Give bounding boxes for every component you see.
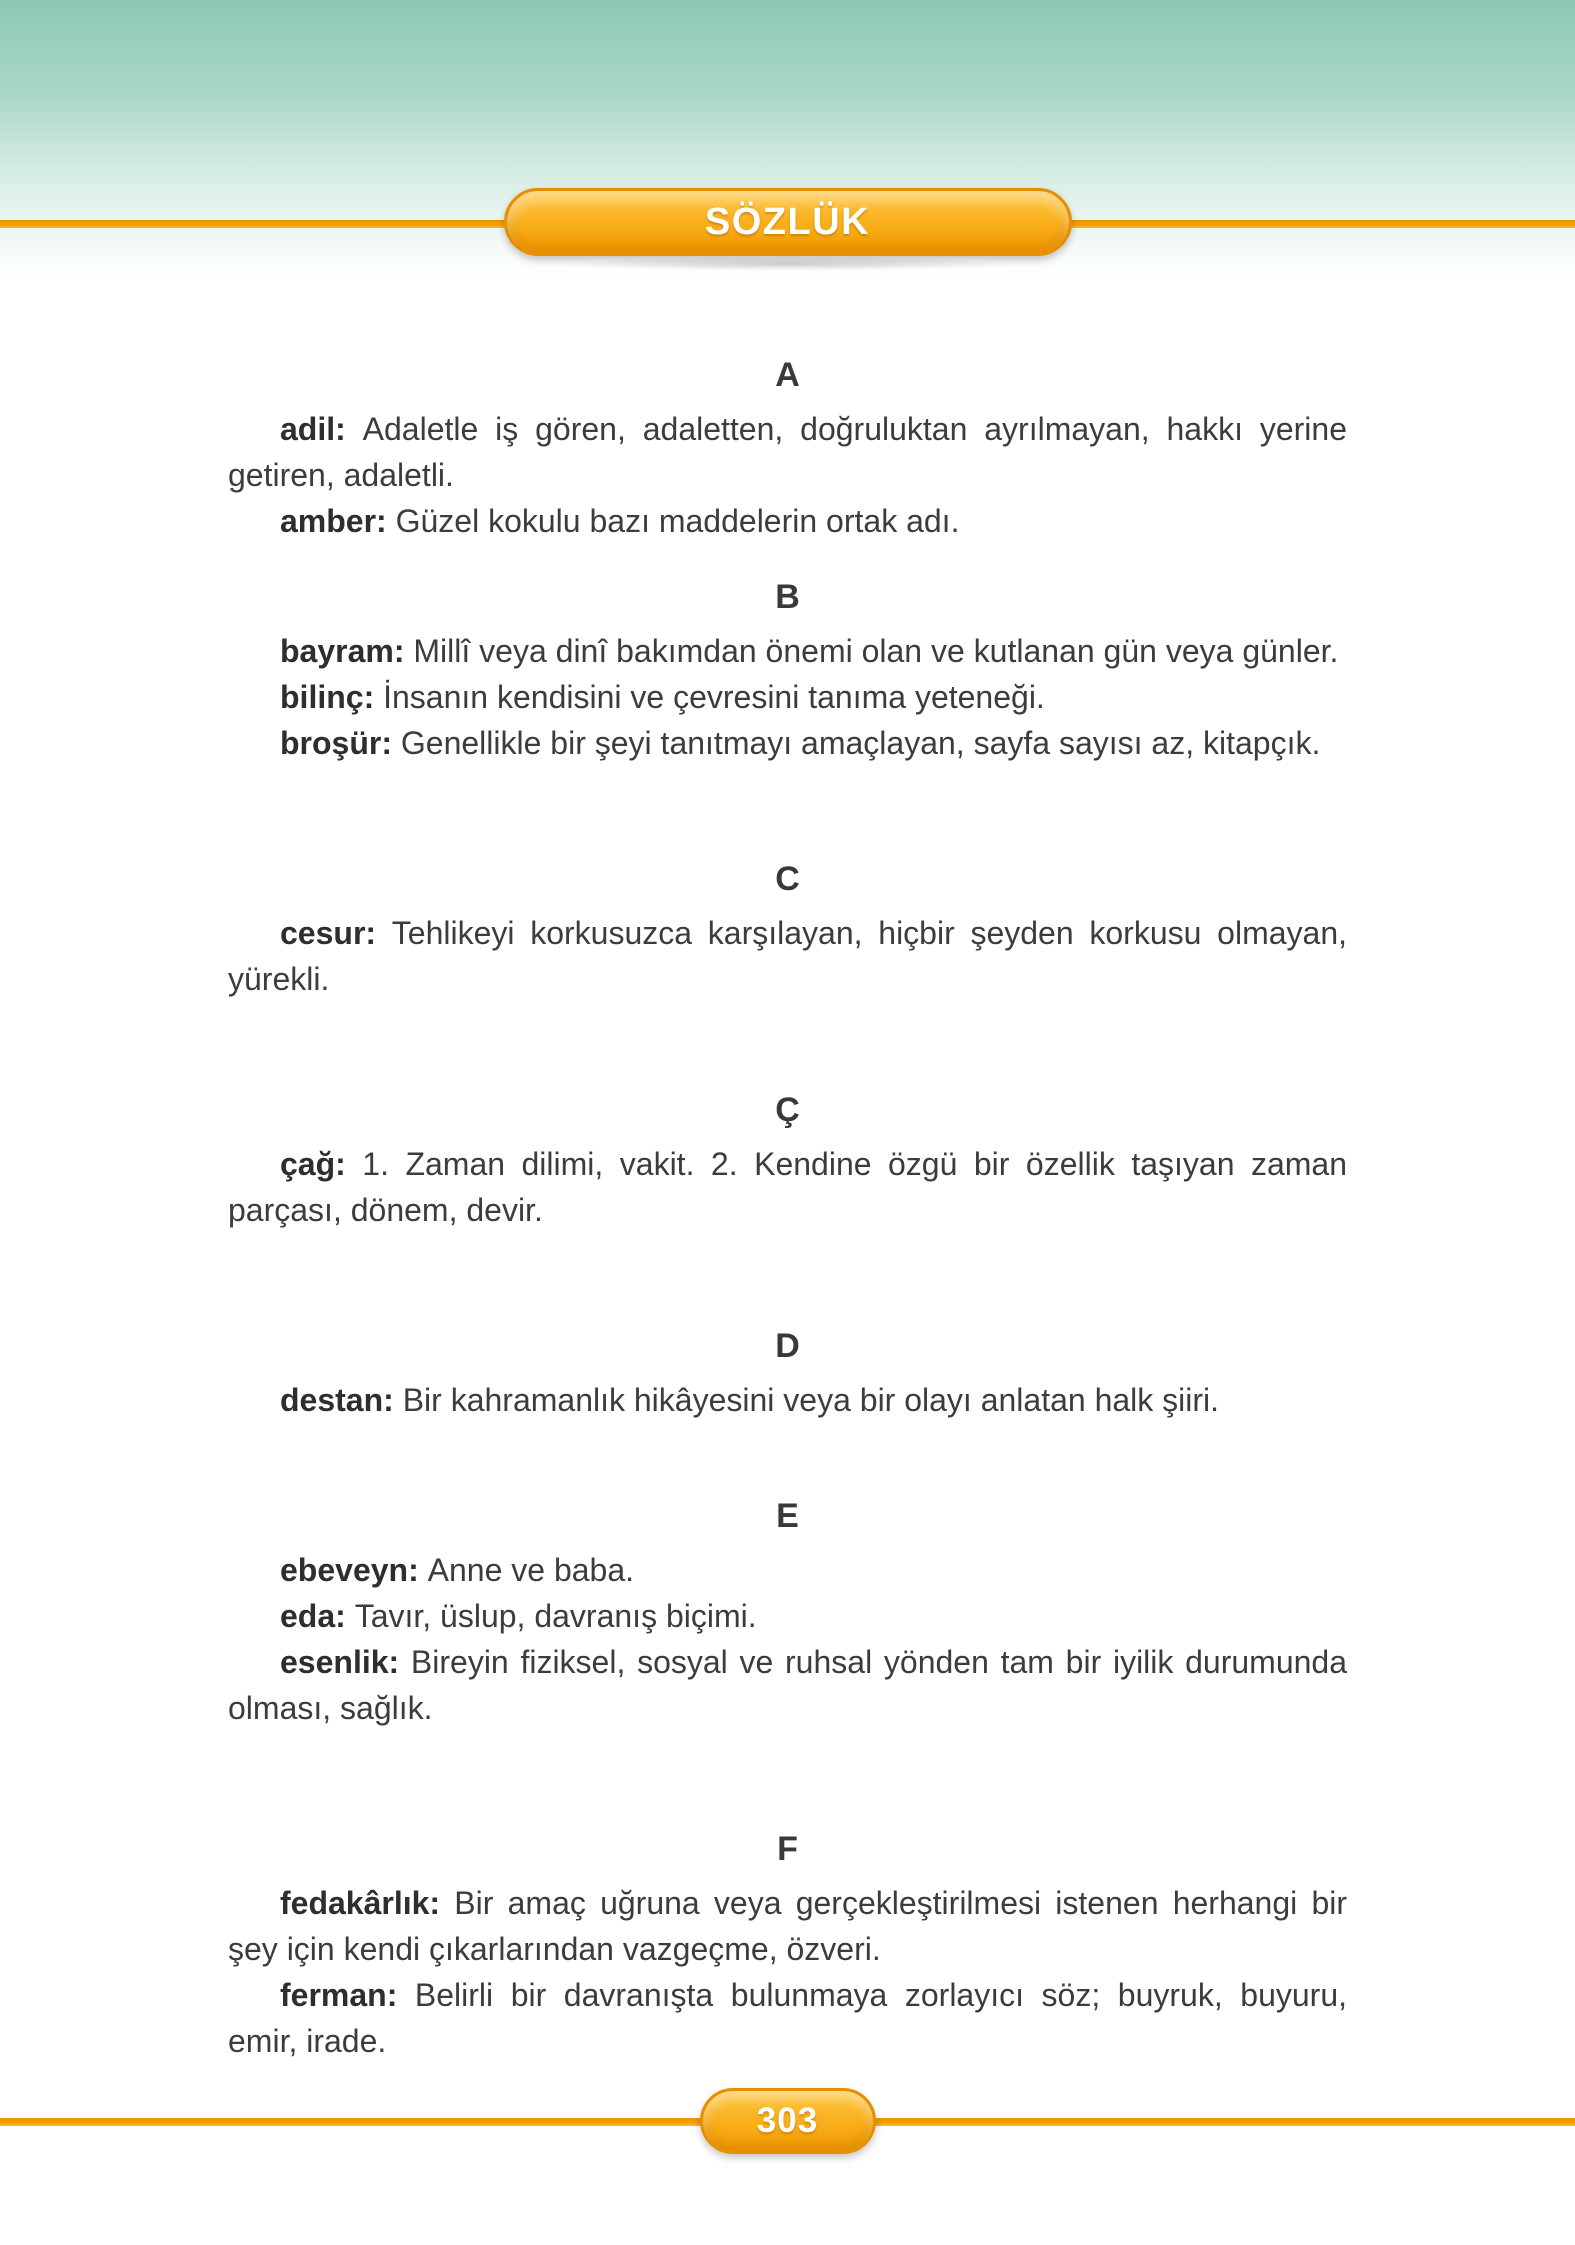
glossary-entry [228,1593,1347,1639]
entry-definition: Anne ve baba. [427,1552,635,1588]
letter-heading: Ç [775,1091,800,1129]
glossary-entry [228,1972,1347,2064]
entry-definition: Tehlikeyi korkusuzca karşılayan, hiçbir şeyden korkusu olmayan, yürekli. [228,915,1348,997]
glossary-entry [228,1377,1347,1423]
entry-definition: Belirli bir davranışta bulunmaya zorlayıcı söz; buyruk, buyuru, emir, irade. [228,1977,1347,2059]
page-number: 303 [756,2101,819,2140]
glossary-section-f [228,1826,1347,2064]
entry-term: eda: [280,1598,355,1634]
glossary-entry [228,406,1347,498]
letter-heading: F [777,1830,798,1868]
glossary-entry [228,674,1347,720]
entry-definition: Bireyin fiziksel, sosyal ve ruhsal yönden tam bir iyilik durumunda olması, sağlık. [228,1644,1348,1726]
entry-term: destan: [280,1382,403,1418]
glossary [228,352,1347,2064]
glossary-section-d [228,1323,1347,1423]
entry-definition: Genellikle bir şeyi tanıtmayı amaçlayan, sayfa sayısı az, kitapçık. [400,725,1321,761]
entry-term: fedakârlık: [280,1885,455,1921]
entry-term: bilinç: [280,679,384,715]
letter-heading: B [775,578,800,616]
entry-term: çağ: [280,1146,363,1182]
entry-definition: İnsanın kendisini ve çevresini tanıma yeteneği. [383,679,1045,715]
glossary-entry [228,910,1347,1002]
entry-term: broşür: [280,725,401,761]
entry-term: ferman: [280,1977,415,2013]
entry-term: adil: [280,411,363,447]
entry-definition: Adaletle iş gören, adaletten, doğruluktan ayrılmayan, hakkı yerine getiren, adaletli. [228,411,1348,493]
glossary-section-e [228,1493,1347,1731]
letter-heading: E [776,1497,799,1535]
letter-heading: A [775,356,800,394]
letter-heading: C [775,860,800,898]
glossary-entry [228,1547,1347,1593]
entry-term: amber: [280,503,396,539]
page-number-pill [700,2088,876,2154]
entry-definition: 1. Zaman dilimi, vakit. 2. Kendine özgü bir özellik taşıyan zaman parçası, dönem, devir. [228,1146,1348,1228]
glossary-section-b [228,574,1347,766]
letter-heading: D [775,1327,800,1365]
glossary-section-c [228,856,1347,1002]
glossary-entry [228,628,1347,674]
entry-definition: Güzel kokulu bazı maddelerin ortak adı. [395,503,960,539]
entry-definition: Millî veya dinî bakımdan önemi olan ve kutlanan gün veya günler. [413,633,1339,669]
entry-term: cesur: [280,915,392,951]
glossary-entry [228,498,1347,544]
glossary-entry [228,720,1347,766]
glossary-entry [228,1639,1347,1731]
header-title-pill [504,188,1072,256]
entry-term: esenlik: [280,1644,411,1680]
entry-term: bayram: [280,633,414,669]
entry-definition: Tavır, üslup, davranış biçimi. [354,1598,757,1634]
glossary-entry [228,1141,1347,1233]
entry-definition: Bir amaç uğruna veya gerçekleştirilmesi istenen herhangi bir şey için kendi çıkarlarından vazgeçme, özveri. [228,1885,1348,1967]
glossary-section-a [228,352,1347,544]
glossary-section-ç [228,1087,1347,1233]
glossary-entry [228,1880,1347,1972]
page-title: SÖZLÜK [704,200,871,243]
entry-term: ebeveyn: [280,1552,428,1588]
entry-definition: Bir kahramanlık hikâyesini veya bir olayı anlatan halk şiiri. [402,1382,1220,1418]
